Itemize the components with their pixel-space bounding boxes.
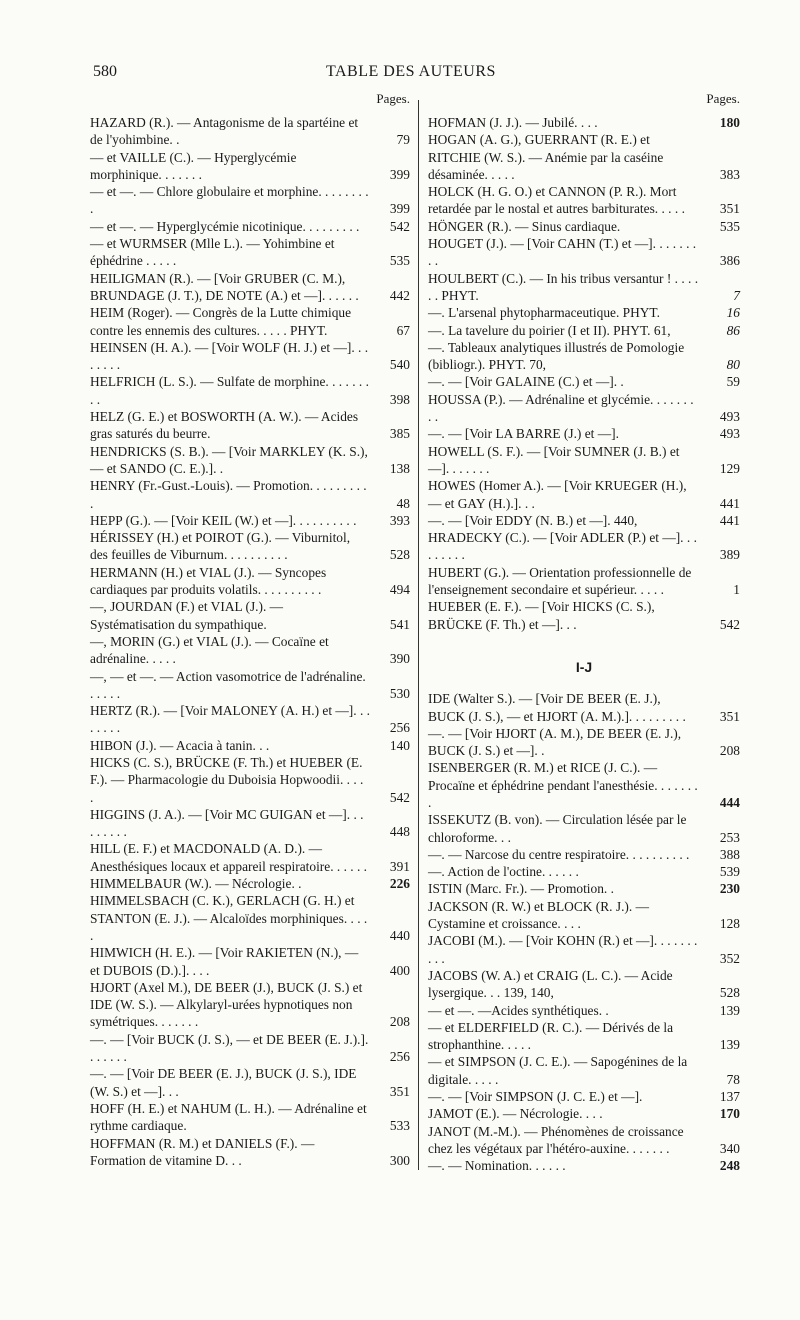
- page-number: 580: [93, 63, 117, 80]
- index-entry: [90, 408, 410, 443]
- entry-text: HICKS (C. S.), BRÜCKE (F. Th.) et HUEBER (E. F.). — Pharmacologie du Duboisia Hopwoodii. . . . .: [90, 754, 364, 805]
- running-head: TABLE DES AUTEURS: [326, 63, 496, 80]
- entry-text: HOULBERT (C.). — In his tribus versantur ! . . . . . . PHYT.: [428, 270, 699, 303]
- index-entry: [428, 898, 740, 933]
- index-entry: [428, 529, 740, 564]
- entry-page-number: 170: [719, 1106, 740, 1122]
- entry-text: ISSEKUTZ (B. von). — Circulation lésée par le chloroforme. . .: [428, 812, 687, 845]
- entry-text: —, — et —. — Action vasomotrice de l'adrénaline. . . . . .: [90, 668, 366, 701]
- entry-page-number: 535: [719, 218, 740, 234]
- entry-page-number: 391: [389, 858, 410, 874]
- entry-text: — et ELDERFIELD (R. C.). — Dérivés de la strophanthine. . . . .: [428, 1019, 674, 1053]
- entry-text: JAMOT (E.). — Nécrologie. . . .: [428, 1106, 603, 1122]
- entry-text: HEINSEN (H. A.). — [Voir WOLF (H. J.) et —]. . . . . . . .: [90, 339, 369, 373]
- entry-text: HRADECKY (C.). — [Voir ADLER (P.) et —]. . . . . . . . .: [428, 530, 697, 563]
- entry-text: HOWES (Homer A.). — [Voir KRUEGER (H.), — et GAY (H.).]. . .: [428, 478, 687, 511]
- pages-label-right: Pages.: [706, 91, 740, 106]
- index-entry: [90, 737, 410, 754]
- entry-page-number: 248: [719, 1158, 740, 1174]
- left-column: [90, 90, 410, 1169]
- entry-page-number: 530: [389, 685, 410, 701]
- entry-text: HEIM (Roger). — Congrès de la Lutte chimique contre les ennemis des cultures. . . . . PHYT.: [90, 305, 352, 338]
- entry-page-number: 351: [719, 708, 740, 724]
- index-entry: [428, 759, 740, 811]
- entry-text: —. — [Voir BUCK (J. S.), — et DE BEER (E. J.).]. . . . . . .: [90, 1031, 369, 1065]
- entry-text: — et —. — Hyperglycémie nicotinique. . . . . . . . .: [90, 218, 360, 234]
- entry-page-number: 442: [389, 287, 410, 303]
- index-entry: [90, 1100, 410, 1135]
- entry-page-number: 1: [733, 582, 740, 598]
- section-heading: [428, 633, 740, 690]
- entry-page-number: 383: [719, 166, 740, 182]
- entry-text: HOFF (H. E.) et NAHUM (L. H.). — Adrénaline et rythme cardiaque.: [90, 1100, 367, 1134]
- entry-page-number: 300: [389, 1152, 410, 1168]
- entry-page-number: 385: [389, 426, 410, 442]
- entry-page-number: 86: [726, 322, 740, 338]
- entry-page-number: 208: [389, 1014, 410, 1030]
- entry-page-number: 386: [719, 253, 740, 269]
- index-entry: [428, 880, 740, 897]
- entry-page-number: 208: [719, 743, 740, 759]
- entry-page-number: 80: [726, 357, 740, 373]
- index-entry: [90, 512, 410, 529]
- entry-page-number: 528: [719, 985, 740, 1001]
- index-entry: [90, 944, 410, 979]
- entry-page-number: 493: [719, 426, 740, 442]
- index-entry: [90, 114, 410, 149]
- entry-text: HELFRICH (L. S.). — Sulfate de morphine. . . . . . . . .: [90, 374, 369, 407]
- index-entry: [428, 863, 740, 880]
- entry-text: JACOBS (W. A.) et CRAIG (L. C.). — Acide lysergique. . . 139, 140,: [428, 967, 673, 1001]
- entry-page-number: 256: [389, 1049, 410, 1065]
- entry-text: —. — [Voir SIMPSON (J. C. E.) et —].: [428, 1089, 643, 1105]
- entry-page-number: 16: [726, 305, 740, 321]
- entry-text: — et VAILLE (C.). — Hyperglycémie morphinique. . . . . . .: [90, 149, 297, 182]
- index-entry: [90, 875, 410, 892]
- entry-page-number: 542: [389, 789, 410, 805]
- index-entry: [428, 811, 740, 846]
- entry-page-number: 493: [719, 409, 740, 425]
- index-entry: [428, 725, 740, 760]
- entry-page-number: 48: [396, 495, 410, 511]
- index-entry: [428, 1105, 740, 1122]
- entry-page-number: 351: [389, 1083, 410, 1099]
- index-entry: [90, 183, 410, 218]
- entry-page-number: 441: [719, 495, 740, 511]
- entry-page-number: 533: [389, 1118, 410, 1134]
- entry-text: HJORT (Axel M.), DE BEER (J.), BUCK (J. S.) et IDE (W. S.). — Alkylaryl-urées hypnotiques non symétriques. . . . . . .: [90, 979, 363, 1030]
- index-entry: [428, 425, 740, 442]
- index-entry: [428, 512, 740, 529]
- entry-page-number: 444: [719, 794, 740, 810]
- entry-text: HOFFMAN (R. M.) et DANIELS (F.). — Formation de vitamine D. . .: [90, 1135, 315, 1168]
- entry-page-number: 390: [389, 651, 410, 667]
- index-entry: [428, 235, 740, 270]
- index-entry: [90, 840, 410, 875]
- entry-text: I-J: [575, 658, 593, 675]
- entry-page-number: 542: [389, 218, 410, 234]
- entry-page-number: 139: [719, 1037, 740, 1053]
- index-entry: [428, 270, 740, 305]
- entry-page-number: 398: [389, 391, 410, 407]
- index-entry: [428, 690, 740, 725]
- entry-page-number: 140: [389, 737, 410, 753]
- index-entry: [428, 1019, 740, 1054]
- entry-text: HILL (E. F.) et MACDONALD (A. D.). — Anesthésiques locaux et appareil respiratoire. . . . . .: [90, 841, 368, 874]
- entry-text: HERMANN (H.) et VIAL (J.). — Syncopes cardiaques par produits volatils. . . . . . . . . .: [90, 564, 327, 598]
- entry-text: —. Action de l'octine. . . . . .: [428, 864, 579, 880]
- entry-text: —. — [Voir DE BEER (E. J.), BUCK (J. S.), IDE (W. S.) et —]. . .: [90, 1066, 357, 1099]
- entry-page-number: 399: [389, 166, 410, 182]
- entry-page-number: 400: [389, 962, 410, 978]
- index-entry: [90, 443, 410, 478]
- entry-page-number: 79: [396, 132, 410, 148]
- entry-text: HOUGET (J.). — [Voir CAHN (T.) et —]. . . . . . . . .: [428, 236, 697, 269]
- index-entry: [428, 183, 740, 218]
- index-entry: [428, 1088, 740, 1105]
- entry-text: JACOBI (M.). — [Voir KOHN (R.) et —]. . . . . . . . . .: [428, 933, 698, 966]
- entry-text: —. L'arsenal phytopharmaceutique. PHYT.: [428, 305, 660, 321]
- index-entry: [90, 339, 410, 374]
- index-entry: [428, 1123, 740, 1158]
- entry-text: JANOT (M.-M.). — Phénomènes de croissance chez les végétaux par l'hétéro-auxine. . . . . . .: [428, 1123, 684, 1156]
- entry-page-number: 540: [389, 357, 410, 373]
- entry-page-number: 128: [719, 916, 740, 932]
- index-entry: [90, 598, 410, 633]
- entry-page-number: 352: [719, 950, 740, 966]
- entry-text: ISTIN (Marc. Fr.). — Promotion. .: [428, 881, 614, 897]
- entry-text: HOUSSA (P.). — Adrénaline et glycémie. . . . . . . . .: [428, 391, 694, 425]
- index-entry: [90, 702, 410, 737]
- index-entry: [428, 598, 740, 633]
- index-entry: [428, 131, 740, 183]
- index-entry: [428, 304, 740, 321]
- entry-page-number: 539: [719, 864, 740, 880]
- index-entry: [90, 529, 410, 564]
- index-entry: [90, 304, 410, 339]
- right-entries: [428, 114, 740, 1175]
- entry-page-number: 528: [389, 547, 410, 563]
- entry-page-number: 389: [719, 547, 740, 563]
- entry-text: —, JOURDAN (F.) et VIAL (J.). — Systématisation du sympathique.: [90, 599, 284, 632]
- entry-text: —. — [Voir LA BARRE (J.) et —].: [428, 426, 619, 442]
- index-entry: [90, 218, 410, 235]
- entry-page-number: 138: [389, 460, 410, 476]
- entry-text: HEPP (G.). — [Voir KEIL (W.) et —]. . . . . . . . . .: [90, 512, 357, 528]
- entry-text: — et —. — Chlore globulaire et morphine. . . . . . . . .: [90, 184, 369, 217]
- entry-page-number: 67: [396, 322, 410, 338]
- index-entry: [90, 979, 410, 1031]
- index-entry: [90, 270, 410, 305]
- entry-text: —. Tableaux analytiques illustrés de Pomologie (bibliogr.). PHYT. 70,: [428, 339, 685, 373]
- entry-page-number: 393: [389, 512, 410, 528]
- entry-text: HENRY (Fr.-Gust.-Louis). — Promotion. . . . . . . . . .: [90, 478, 367, 511]
- entry-page-number: 351: [719, 201, 740, 217]
- index-entry: [90, 633, 410, 668]
- index-entry: [428, 443, 740, 478]
- index-entry: [90, 149, 410, 184]
- entry-page-number: 253: [719, 829, 740, 845]
- entry-page-number: 7: [733, 287, 740, 303]
- index-entry: [90, 668, 410, 703]
- entry-page-number: 139: [719, 1002, 740, 1018]
- entry-text: HENDRICKS (S. B.). — [Voir MARKLEY (K. S.), — et SANDO (C. E.).]. .: [90, 443, 368, 476]
- entry-text: —. — [Voir HJORT (A. M.), DE BEER (E. J.), BUCK (J. S.) et —]. .: [428, 725, 682, 759]
- entry-page-number: 399: [389, 201, 410, 217]
- index-entry: [428, 846, 740, 863]
- entry-text: HUBERT (G.). — Orientation professionnelle de l'enseignement secondaire et supérieur. . . . .: [428, 564, 692, 598]
- entry-page-number: 441: [719, 512, 740, 528]
- entry-text: HIMMELBAUR (W.). — Nécrologie. .: [90, 876, 302, 892]
- entry-text: —. — Nomination. . . . . .: [428, 1158, 566, 1174]
- entry-page-number: 494: [389, 582, 410, 598]
- entry-page-number: 226: [389, 876, 410, 892]
- entry-text: — et WURMSER (Mlle L.). — Yohimbine et éphédrine . . . . .: [90, 236, 335, 269]
- entry-page-number: 256: [389, 720, 410, 736]
- entry-page-number: 535: [389, 253, 410, 269]
- entry-text: HERTZ (R.). — [Voir MALONEY (A. H.) et —]. . . . . . . .: [90, 703, 370, 736]
- index-entry: [90, 235, 410, 270]
- left-entries: [90, 114, 410, 1169]
- entry-text: HÉRISSEY (H.) et POIROT (G.). — Viburnitol, des feuilles de Viburnum. . . . . . . . . .: [90, 530, 351, 563]
- column-divider: [418, 100, 419, 1170]
- index-entry: [90, 892, 410, 944]
- entry-page-number: 340: [719, 1140, 740, 1156]
- index-entry: [428, 114, 740, 131]
- entry-text: HOGAN (A. G.), GUERRANT (R. E.) et RITCHIE (W. S.). — Anémie par la caséine désaminée. . . . .: [428, 132, 664, 182]
- entry-text: HIMWICH (H. E.). — [Voir RAKIETEN (N.), — et DUBOIS (D.).]. . . .: [90, 945, 359, 978]
- index-entry: [90, 1065, 410, 1100]
- entry-text: HIBON (J.). — Acacia à tanin. . .: [90, 737, 270, 753]
- entry-page-number: 137: [719, 1089, 740, 1105]
- index-entry: [428, 1053, 740, 1088]
- entry-page-number: 129: [719, 460, 740, 476]
- index-entry: [90, 477, 410, 512]
- entry-text: HOLCK (H. G. O.) et CANNON (P. R.). Mort retardée par le nostal et autres barbiturates. . . . .: [428, 184, 685, 217]
- entry-text: —. — [Voir EDDY (N. B.) et —]. 440,: [428, 512, 638, 528]
- entry-text: — et SIMPSON (J. C. E.). — Sapogénines de la digitale. . . . .: [428, 1054, 688, 1087]
- entry-text: HAZARD (R.). — Antagonisme de la spartéine et de l'yohimbine. .: [90, 115, 359, 148]
- entry-text: — et —. —Acides synthétiques. .: [428, 1002, 609, 1018]
- entry-text: —. — [Voir GALAINE (C.) et —]. .: [428, 374, 624, 390]
- index-entry: [428, 967, 740, 1002]
- index-entry: [428, 218, 740, 235]
- entry-text: HOWELL (S. F.). — [Voir SUMNER (J. B.) et —]. . . . . . .: [428, 443, 680, 476]
- index-entry: [90, 1135, 410, 1170]
- index-entry: [428, 322, 740, 339]
- entry-page-number: 388: [719, 846, 740, 862]
- entry-text: —, MORIN (G.) et VIAL (J.). — Cocaïne et adrénaline. . . . .: [90, 633, 329, 667]
- entry-text: HOFMAN (J. J.). — Jubilé. . . .: [428, 115, 598, 130]
- entry-text: ISENBERGER (R. M.) et RICE (J. C.). — Procaïne et éphédrine pendant l'anesthésie. . . . . . . .: [428, 760, 698, 810]
- index-entry: [90, 806, 410, 841]
- entry-text: HIGGINS (J. A.). — [Voir MC GUIGAN et —]. . . . . . . . .: [90, 806, 364, 840]
- entry-page-number: 440: [389, 927, 410, 943]
- right-column: [428, 90, 740, 1175]
- entry-text: HUEBER (E. F.). — [Voir HICKS (C. S.), BRÜCKE (F. Th.) et —]. . .: [428, 599, 655, 632]
- index-entry: [428, 932, 740, 967]
- entry-text: HIMMELSBACH (C. K.), GERLACH (G. H.) et STANTON (E. J.). — Alcaloïdes morphiniques. . . . .: [90, 893, 368, 943]
- index-entry: [90, 373, 410, 408]
- index-entry: [90, 564, 410, 599]
- entry-page-number: 78: [726, 1071, 740, 1087]
- entry-text: HÖNGER (R.). — Sinus cardiaque.: [428, 218, 621, 234]
- index-entry: [428, 1157, 740, 1174]
- index-entry: [428, 373, 740, 390]
- entry-page-number: 542: [719, 616, 740, 632]
- index-entry: [428, 1002, 740, 1019]
- pages-label-left: Pages.: [376, 91, 410, 106]
- entry-text: —. — Narcose du centre respiratoire. . . . . . . . . .: [428, 846, 690, 862]
- index-entry: [428, 391, 740, 426]
- index-entry: [90, 754, 410, 806]
- entry-text: JACKSON (R. W.) et BLOCK (R. J.). — Cystamine et croissance. . . .: [428, 898, 649, 932]
- entry-text: IDE (Walter S.). — [Voir DE BEER (E. J.), BUCK (J. S.), — et HJORT (A. M.).]. . . . . . . . .: [428, 691, 686, 724]
- index-entry: [428, 564, 740, 599]
- entry-page-number: 59: [726, 374, 740, 390]
- entry-text: HELZ (G. E.) et BOSWORTH (A. W.). — Acides gras saturés du beurre.: [90, 409, 359, 442]
- index-entry: [90, 1031, 410, 1066]
- entry-page-number: 541: [389, 616, 410, 632]
- entry-page-number: 448: [389, 824, 410, 840]
- entry-page-number: 230: [719, 881, 740, 897]
- entry-page-number: 180: [719, 115, 740, 130]
- entry-text: —. La tavelure du poirier (I et II). PHYT. 61,: [428, 322, 671, 338]
- index-entry: [428, 477, 740, 512]
- entry-text: HEILIGMAN (R.). — [Voir GRUBER (C. M.), BRUNDAGE (J. T.), DE NOTE (A.) et —]. . . . . .: [90, 270, 359, 303]
- index-entry: [428, 339, 740, 374]
